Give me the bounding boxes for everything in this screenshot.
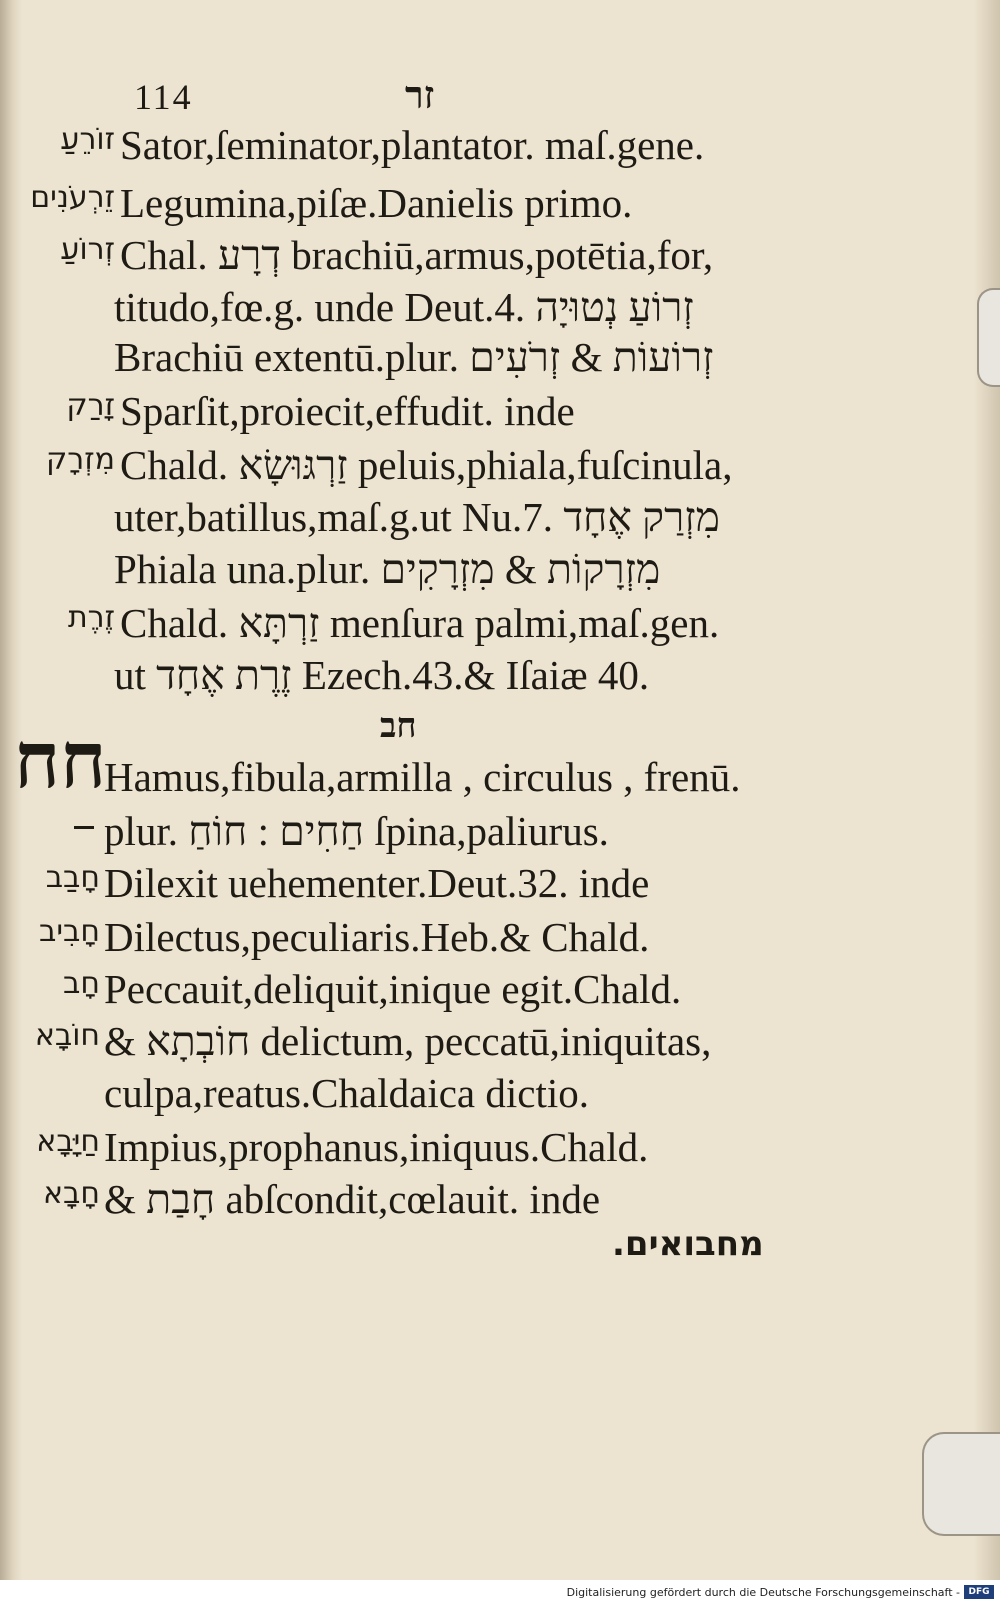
entry-headword: זוֹרֵעַ xyxy=(60,122,115,157)
dictionary-entry xyxy=(0,228,1000,284)
section-heading: חב xyxy=(380,706,417,746)
entry-definition: & חָבַת abſcondit,cœlauit. inde xyxy=(104,1176,601,1222)
entry-continuation: titudo,fœ.g. unde Deut.4. זְרוֹעַ נְטוּיָה xyxy=(114,284,694,330)
entry-headword: חָבַב xyxy=(45,860,100,895)
entry-definition: Peccauit,deliquit,inique egit.Chald. xyxy=(104,966,682,1012)
entry-headword: זֵרְעֹנִים xyxy=(30,180,115,215)
funding-credit: Digitalisierung gefördert durch die Deutsche Forschungsgemeinschaft - xyxy=(566,1586,960,1599)
entry-definition: Dilectus,peculiaris.Heb.& Chald. xyxy=(104,914,650,960)
entry-definition: & חוֹבְתָא delictum, peccatū,iniquitas, xyxy=(104,1018,712,1064)
entry-continuation: culpa,reatus.Chaldaica dictio. xyxy=(104,1070,589,1116)
entry-headword: מִזְרָק xyxy=(46,442,115,477)
dictionary-entry xyxy=(0,438,1000,494)
entry-headword: זֶרֶת xyxy=(67,600,115,635)
entry-continuation: ut זֶרֶת אֶחָד Ezech.43.& Iſaiæ 40. xyxy=(114,652,650,698)
page-tab-bottom xyxy=(922,1432,1000,1536)
dictionary-entry xyxy=(0,384,1000,440)
dictionary-entry xyxy=(0,1172,1000,1228)
entry-definition: Chald. זַרְגּוּשָׂא peluis,phiala,fuſcinula, xyxy=(120,442,733,488)
entry-definition: Legumina,piſæ.Danielis primo. xyxy=(120,180,633,226)
page-tab-top xyxy=(977,288,1000,387)
entry-definition: Hamus,fibula,armilla , circulus , frenū. xyxy=(104,754,741,800)
entry-headword: חוֹבָא xyxy=(34,1018,100,1053)
entry-definition: Sator,ſeminator,plantator. maſ.gene. xyxy=(120,122,705,168)
entry-definition: Chald. זַרְתָּא menſura palmi,maſ.gen. xyxy=(120,600,720,646)
entry-headword: זָרַק xyxy=(66,388,115,423)
page-number: 114 xyxy=(134,77,193,117)
entry-continuation: uter,batillus,maſ.g.ut Nu.7. מִזְרַק אֶחָד xyxy=(114,494,720,540)
entry-definition: plur. חַחִים : חוֹחַ ſpina,paliurus. xyxy=(104,808,609,854)
dictionary-entry xyxy=(0,176,1000,232)
digitization-footer xyxy=(0,1580,1000,1605)
dictionary-entry xyxy=(0,1120,1000,1176)
entry-definition: Chal. דְרָע brachiū,armus,potētia,for, xyxy=(120,232,714,278)
entry-continuation: Phiala una.plur. מִזְרָקוֹת & מִזְרָקִים xyxy=(114,546,661,592)
running-head: זר xyxy=(405,72,435,117)
dfg-logo: DFG xyxy=(964,1585,994,1599)
catchword: מחבואים. xyxy=(612,1224,764,1264)
entry-continuation: Brachiū extentū.plur. זְרוֹעוֹת & זְרֹעִים xyxy=(114,334,714,380)
dictionary-entry xyxy=(0,1014,1000,1070)
entry-definition: Impius,prophanus,iniquus.Chald. xyxy=(104,1124,649,1170)
entry-headword: זְרוֹעַ xyxy=(60,232,115,267)
dictionary-entry xyxy=(0,910,1000,966)
entry-headword: חָבָא xyxy=(43,1176,100,1211)
entry-definition: Sparſit,proiecit,effudit. inde xyxy=(120,388,575,434)
entry-definition: Dilexit uehementer.Deut.32. inde xyxy=(104,860,650,906)
dictionary-entry xyxy=(0,962,1000,1018)
entry-headword: חָב xyxy=(63,966,100,1001)
dictionary-entry xyxy=(0,596,1000,652)
dictionary-entry xyxy=(0,856,1000,912)
section-initial-letter: חח xyxy=(14,715,107,806)
entry-headword: חָבִיב xyxy=(39,914,100,949)
line-dash xyxy=(74,826,94,829)
entry-headword: חַיָּבָא xyxy=(36,1124,100,1159)
dictionary-entry xyxy=(0,118,1000,174)
